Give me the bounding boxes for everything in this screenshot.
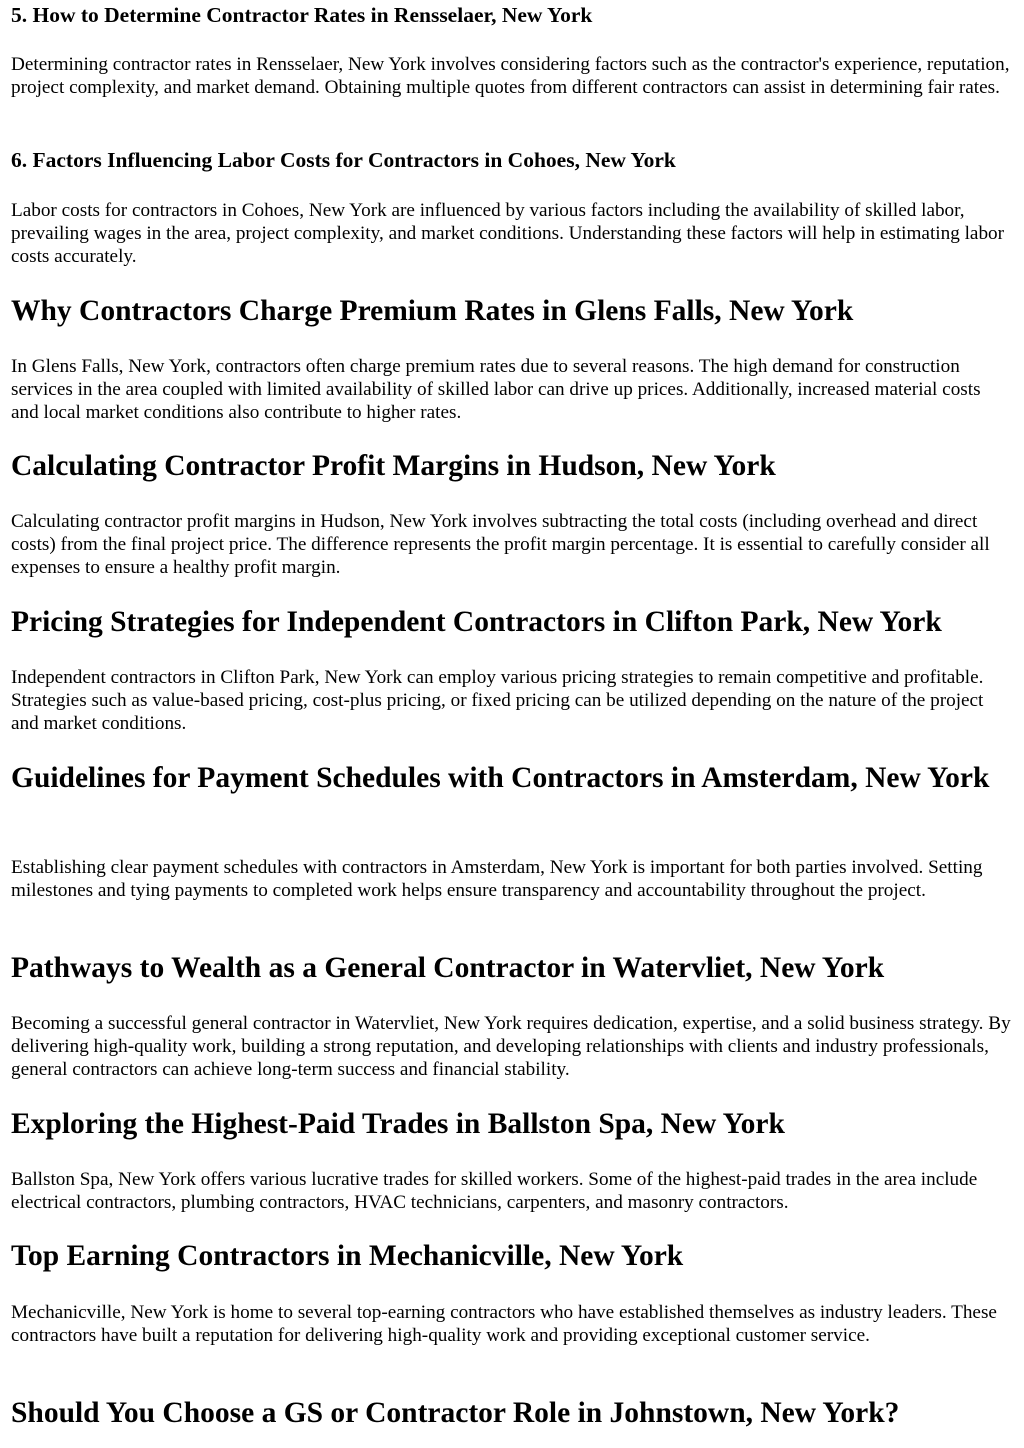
section-heading-rensselaer: 5. How to Determine Contractor Rates in Rensselaer, New York [11,3,593,27]
section-body-ballston-spa: Ballston Spa, New York offers various lucrative trades for skilled workers. Some of the highest-paid trades in the area include electrical contractors, plumbing contractors, HVAC technicians, carpenters, and masonry contractors. [11,1169,978,1213]
section-body-watervliet: Becoming a successful general contractor in Watervliet, New York requires dedication, expertise, and a solid business strategy. By delivering high-quality work, building a strong reputation, and developing relationships with clients and industry professionals, general contractors can achieve long-term success and financial stability. [11,1013,1011,1080]
section-heading-glens-falls: Why Contractors Charge Premium Rates in Glens Falls, New York [11,295,854,327]
section-body-amsterdam: Establishing clear payment schedules with contractors in Amsterdam, New York is important for both parties involved. Setting milestones and tying payments to completed work helps ensure transparency and accountability throughout the project. [11,857,983,901]
section-heading-clifton-park: Pricing Strategies for Independent Contractors in Clifton Park, New York [11,606,942,638]
section-heading-amsterdam: Guidelines for Payment Schedules with Contractors in Amsterdam, New York [11,762,990,794]
section-heading-cohoes: 6. Factors Influencing Labor Costs for Contractors in Cohoes, New York [11,148,676,172]
section-heading-mechanicville: Top Earning Contractors in Mechanicville, New York [11,1240,684,1272]
section-heading-johnstown: Should You Choose a GS or Contractor Role in Johnstown, New York? [11,1397,900,1429]
section-heading-hudson: Calculating Contractor Profit Margins in Hudson, New York [11,450,776,482]
section-body-glens-falls: In Glens Falls, New York, contractors often charge premium rates due to several reasons. The high demand for construction services in the area coupled with limited availability of skilled labor can drive up prices. Additionally, increased material costs and local market conditions also contribute to higher rates. [11,356,981,423]
section-body-mechanicville: Mechanicville, New York is home to several top-earning contractors who have established themselves as industry leaders. These contractors have built a reputation for delivering high-quality work and providing exceptional customer service. [11,1302,997,1346]
section-heading-watervliet: Pathways to Wealth as a General Contractor in Watervliet, New York [11,952,885,984]
section-heading-ballston-spa: Exploring the Highest-Paid Trades in Ballston Spa, New York [11,1108,785,1140]
section-body-rensselaer: Determining contractor rates in Rensselaer, New York involves considering factors such as the contractor's experience, reputation, project complexity, and market demand. Obtaining multiple quotes from different contractors can assist in determining fair rates. [11,54,1010,98]
section-body-clifton-park: Independent contractors in Clifton Park, New York can employ various pricing strategies to remain competitive and profitable. Strategies such as value-based pricing, cost-plus pricing, or fixed pricing can be utilized depending on the nature of the project and market conditions. [11,667,984,734]
section-body-hudson: Calculating contractor profit margins in Hudson, New York involves subtracting the total costs (including overhead and direct costs) from the final project price. The difference represents the profit margin percentage. It is essential to carefully consider all expenses to ensure a healthy profit margin. [11,511,990,578]
section-body-cohoes: Labor costs for contractors in Cohoes, New York are influenced by various factors including the availability of skilled labor, prevailing wages in the area, project complexity, and market conditions. Understanding these factors will help in estimating labor costs accurately. [11,200,1005,267]
